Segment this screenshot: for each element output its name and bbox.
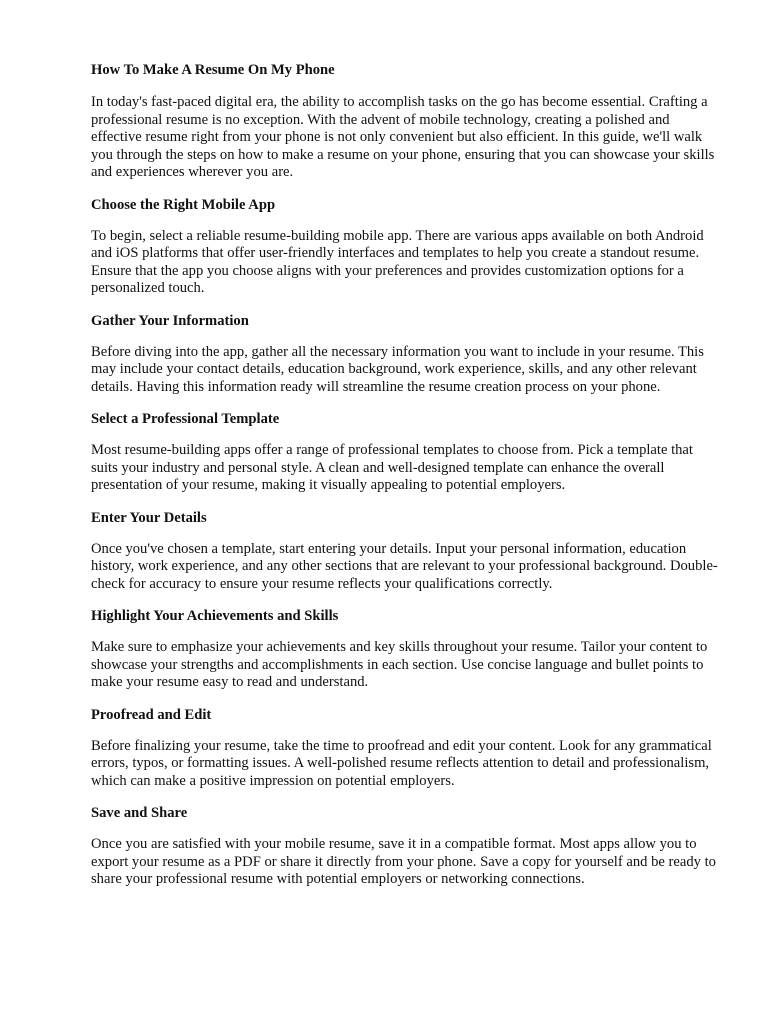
spacer bbox=[91, 724, 721, 738]
section-body-enter-details: Once you've chosen a template, start entering your details. Input your personal information, education history, work experience, and any other sections that are relevant to your professional background. Double-check for accuracy to ensure your resume reflects your qualifications correctly. bbox=[91, 540, 718, 592]
spacer bbox=[91, 330, 721, 344]
section-heading-proofread: Proofread and Edit bbox=[91, 706, 212, 723]
section-body-select-template: Most resume-building apps offer a range of professional templates to choose from. Pick a template that suits your industry and personal style. A clean and well-designed template can enhance the overall presentation of your resume, making it visually appealing to potential employers. bbox=[91, 442, 693, 493]
spacer bbox=[91, 214, 721, 228]
spacer bbox=[91, 527, 721, 541]
spacer bbox=[91, 428, 721, 442]
spacer bbox=[91, 625, 721, 639]
section-body-save-share: Once you are satisfied with your mobile resume, save it in a compatible format. Most apps allow you to export your resume as a PDF or share it directly from your phone. Save a copy for yourself and be ready to share your professional resume with potential employers or networking connections. bbox=[91, 836, 716, 887]
spacer bbox=[91, 396, 721, 410]
intro-paragraph: In today's fast-paced digital era, the ability to accomplish tasks on the go has become essential. Crafting a professional resume is no exception. With the advent of mobile technology, creating a polished and effective resume right from your phone is not only convenient but also efficient. In this guide, we'll walk you through the steps on how to make a resume on your phone, ensuring that you can showcase your skills and experiences wherever you are. bbox=[91, 94, 715, 180]
section-body-highlight: Make sure to emphasize your achievements and key skills throughout your resume. Tailor your content to showcase your strengths and accomplishments in each section. Use concise language and bullet points to make your resume easy to read and understand. bbox=[91, 639, 708, 690]
section-body-choose-app: To begin, select a reliable resume-building mobile app. There are various apps available on both Android and iOS platforms that offer user-friendly interfaces and templates to help you create a standout resume. Ensure that the app you choose aligns with your preferences and provides customization options for a personalized touch. bbox=[91, 227, 704, 296]
section-body-gather-info: Before diving into the app, gather all the necessary information you want to include in your resume. This may include your contact details, education background, work experience, skills, and any other relevant details. Having this information ready will streamline the resume creation process on your phone. bbox=[91, 343, 704, 395]
document-title: How To Make A Resume On My Phone bbox=[91, 62, 335, 78]
spacer bbox=[91, 692, 721, 706]
section-body-proofread: Before finalizing your resume, take the time to proofread and edit your content. Look for any grammatical errors, typos, or formatting issues. A well-polished resume reflects attention to detail and professionalism, which can make a positive impression on potential employers. bbox=[91, 737, 712, 789]
section-heading-select-template: Select a Professional Template bbox=[91, 411, 280, 427]
spacer bbox=[91, 182, 721, 196]
section-heading-enter-details: Enter Your Details bbox=[91, 509, 207, 526]
document-body bbox=[91, 61, 721, 889]
spacer bbox=[91, 495, 721, 509]
spacer bbox=[91, 593, 721, 607]
spacer bbox=[91, 79, 721, 94]
spacer bbox=[91, 822, 721, 836]
section-heading-gather-info: Gather Your Information bbox=[91, 312, 249, 329]
section-heading-choose-app: Choose the Right Mobile App bbox=[91, 196, 276, 213]
section-heading-highlight: Highlight Your Achievements and Skills bbox=[91, 608, 339, 624]
spacer bbox=[91, 790, 721, 804]
section-heading-save-share: Save and Share bbox=[91, 805, 188, 821]
spacer bbox=[91, 298, 721, 312]
